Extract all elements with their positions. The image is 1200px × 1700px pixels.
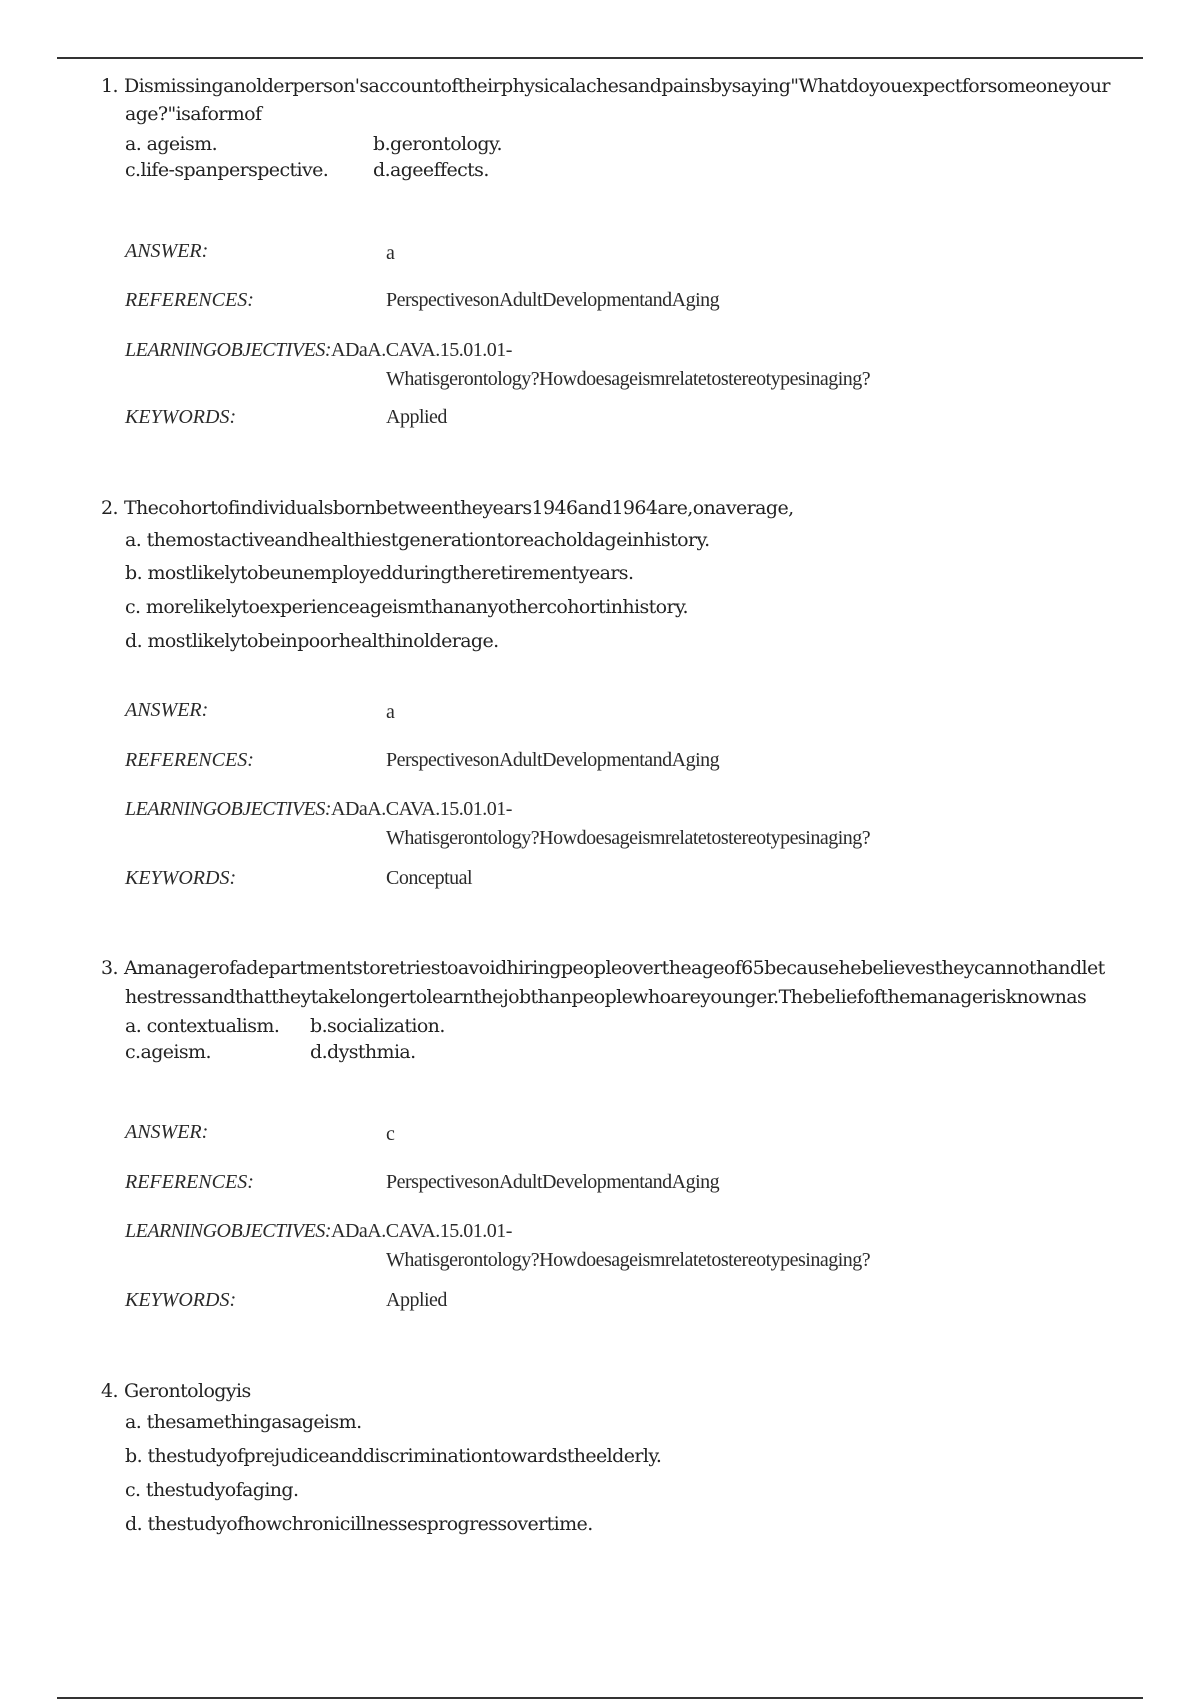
option-b: b.socialization.	[310, 1015, 445, 1037]
question-stem	[101, 954, 1141, 982]
question-number: 2.	[101, 497, 118, 519]
stem-line-1: Dismissinganolderperson'saccountoftheirphysicalachesandpainsbysaying"Whatdoyouexpectforsomeoneyour	[123, 75, 1110, 97]
answer-value: a	[386, 701, 395, 723]
references-value: PerspectivesonAdultDevelopmentandAging	[386, 289, 720, 311]
question-stem	[101, 494, 1141, 522]
references-label: REFERENCES:	[125, 1171, 254, 1193]
learning-objectives	[125, 337, 512, 363]
question-number: 3.	[101, 957, 118, 979]
references-label: REFERENCES:	[125, 749, 254, 771]
keywords-value: Conceptual	[386, 867, 473, 889]
learning-objectives	[125, 1218, 512, 1244]
option-b: b. thestudyofprejudiceanddiscriminationtowardstheelderly.	[125, 1445, 662, 1467]
references-label: REFERENCES:	[125, 289, 254, 311]
option-c: c.ageism.	[125, 1041, 211, 1063]
answer-label: ANSWER:	[125, 240, 209, 262]
top-rule	[57, 57, 1143, 59]
keywords-label: KEYWORDS:	[125, 867, 237, 889]
stem-line-1: Gerontologyis	[123, 1380, 251, 1402]
keywords-value: Applied	[386, 406, 447, 428]
answer-label: ANSWER:	[125, 699, 209, 721]
option-d: d. thestudyofhowchronicillnessesprogressovertime.	[125, 1513, 593, 1535]
answer-value: c	[386, 1123, 395, 1145]
learning-objectives	[125, 796, 512, 822]
objective-code: ADaA.CAVA.15.01.01-	[331, 798, 512, 820]
question-number: 1.	[101, 75, 118, 97]
option-c: c. morelikelytoexperienceageismthananyothercohortinhistory.	[125, 596, 688, 618]
question-stem	[101, 72, 1141, 100]
bottom-rule	[57, 1697, 1143, 1699]
learning-objectives-label: LEARNINGOBJECTIVES:	[125, 339, 332, 361]
option-d: d. mostlikelytobeinpoorhealthinolderage.	[125, 630, 499, 652]
option-c: c.life-spanperspective.	[125, 159, 329, 181]
option-a: a. themostactiveandhealthiestgenerationtoreacholdageinhistory.	[125, 529, 710, 551]
objective-text: Whatisgerontology?Howdoesageismrelatetostereotypesinaging?	[386, 368, 871, 390]
keywords-label: KEYWORDS:	[125, 406, 237, 428]
stem-line-1: Amanagerofadepartmentstoretriestoavoidhiringpeopleovertheageof65becausehebelievestheycannothandlet	[123, 957, 1105, 979]
stem-line-2: hestressandthattheytakelongertolearnthejobthanpeoplewhoareyounger.Thebeliefofthemanagerisknownas	[125, 986, 1087, 1008]
objective-code: ADaA.CAVA.15.01.01-	[331, 339, 512, 361]
objective-text: Whatisgerontology?Howdoesageismrelatetostereotypesinaging?	[386, 827, 871, 849]
learning-objectives-label: LEARNINGOBJECTIVES:	[125, 1220, 332, 1242]
option-c: c. thestudyofaging.	[125, 1479, 299, 1501]
keywords-value: Applied	[386, 1289, 447, 1311]
objective-code: ADaA.CAVA.15.01.01-	[331, 1220, 512, 1242]
answer-value: a	[386, 242, 395, 264]
references-value: PerspectivesonAdultDevelopmentandAging	[386, 1171, 720, 1193]
stem-line-1: Thecohortofindividualsbornbetweentheyears1946and1964are,onaverage,	[123, 497, 794, 519]
option-a: a. contextualism.	[125, 1015, 280, 1037]
option-a: a. thesamethingasageism.	[125, 1411, 362, 1433]
option-d: d.ageeffects.	[373, 159, 489, 181]
question-stem	[101, 1377, 1141, 1405]
question-number: 4.	[101, 1380, 118, 1402]
references-value: PerspectivesonAdultDevelopmentandAging	[386, 749, 720, 771]
stem-line-2: age?"isaformof	[125, 103, 262, 125]
option-d: d.dysthmia.	[310, 1041, 416, 1063]
answer-label: ANSWER:	[125, 1121, 209, 1143]
objective-text: Whatisgerontology?Howdoesageismrelatetostereotypesinaging?	[386, 1249, 871, 1271]
option-b: b.gerontology.	[373, 133, 502, 155]
option-b: b. mostlikelytobeunemployedduringtheretirementyears.	[125, 562, 634, 584]
keywords-label: KEYWORDS:	[125, 1289, 237, 1311]
option-a: a. ageism.	[125, 133, 218, 155]
learning-objectives-label: LEARNINGOBJECTIVES:	[125, 798, 332, 820]
